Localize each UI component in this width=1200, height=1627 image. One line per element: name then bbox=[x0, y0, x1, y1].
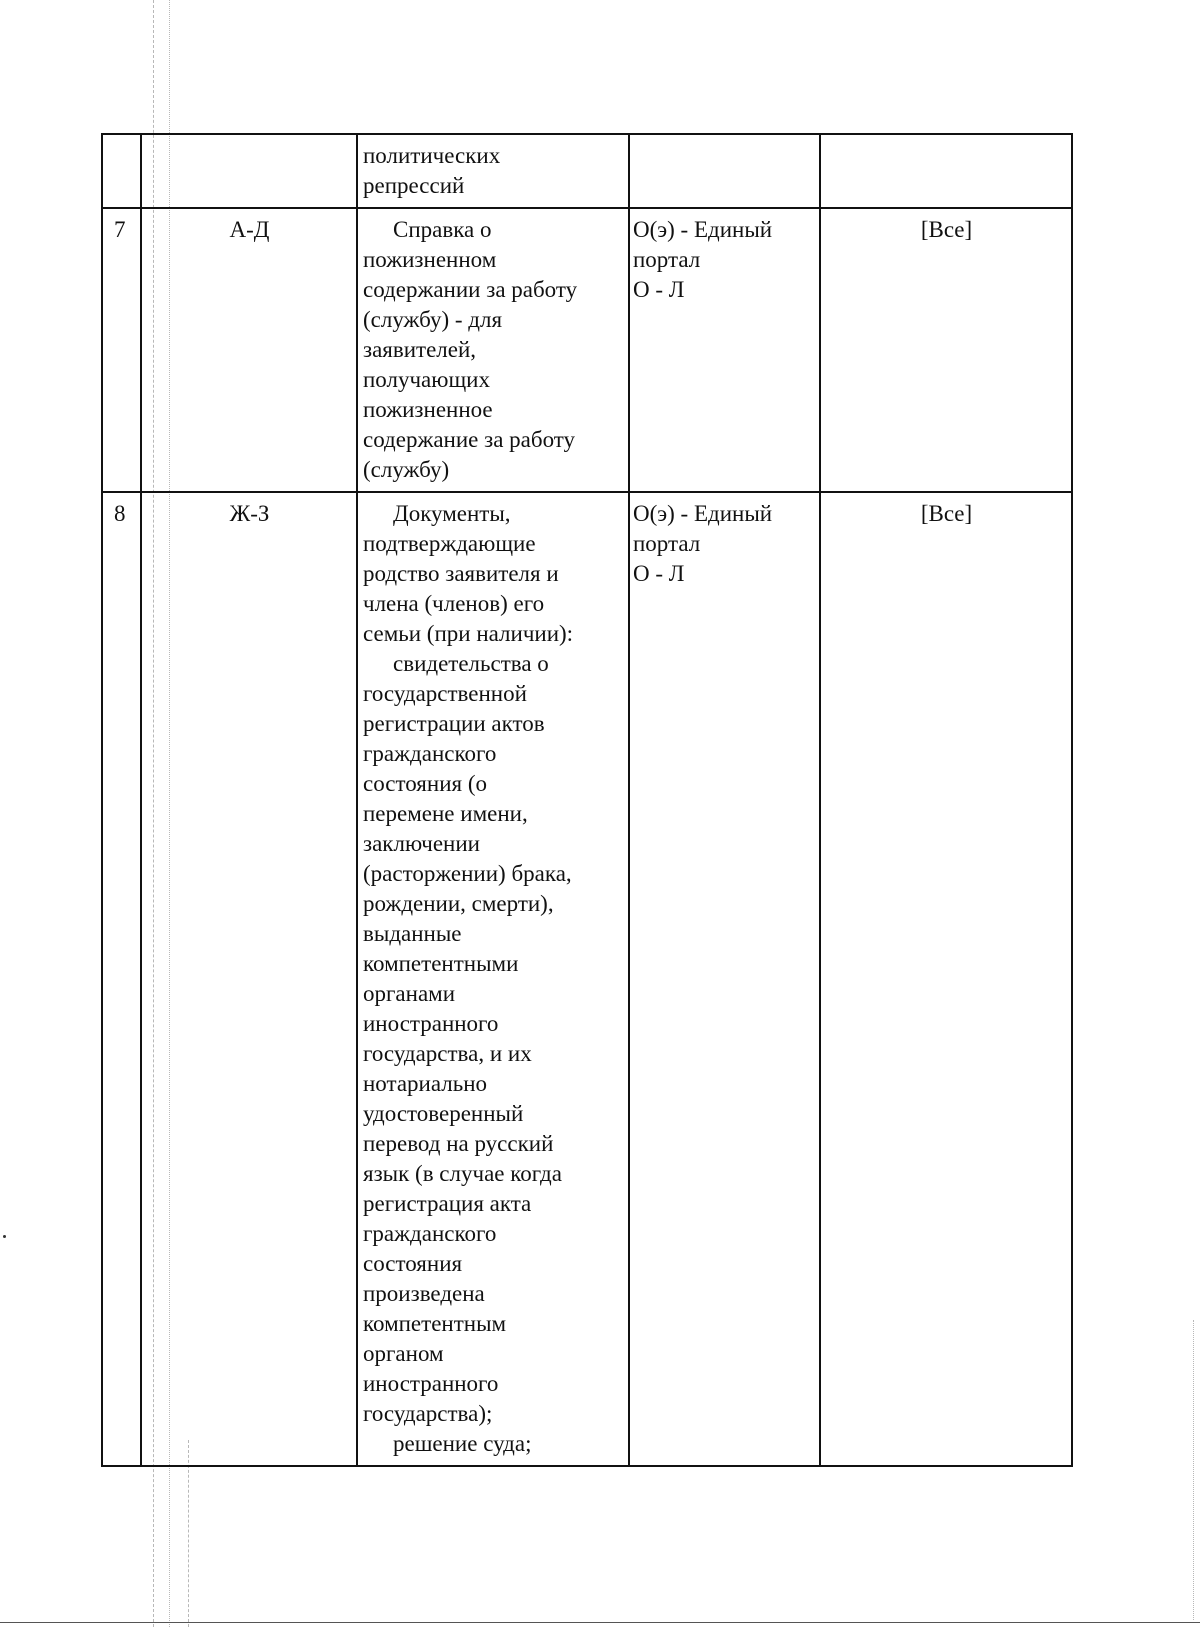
documents-table bbox=[101, 133, 1073, 1467]
document-text-line: органом bbox=[363, 1341, 444, 1366]
row-number-cell bbox=[102, 134, 141, 208]
document-text-line: выданные bbox=[363, 921, 462, 946]
document-description-cell bbox=[357, 492, 629, 1466]
document-text-line: гражданского bbox=[363, 741, 497, 766]
document-text-line: перевод на русский bbox=[363, 1131, 554, 1156]
document-text-line: содержание за работу bbox=[363, 427, 576, 452]
source-text-line: портал bbox=[633, 531, 701, 556]
document-text-line: (службу) bbox=[363, 457, 450, 482]
document-text-line: государственной bbox=[363, 681, 527, 706]
table-row bbox=[102, 134, 1072, 208]
document-text-line: (службу) - для bbox=[363, 307, 503, 332]
source-text-line: портал bbox=[633, 247, 701, 272]
document-text-line: семьи (при наличии): bbox=[363, 621, 574, 646]
source-cell bbox=[629, 134, 820, 208]
document-text-line: иностранного bbox=[363, 1011, 499, 1036]
scan-artifact-line bbox=[188, 1440, 189, 1627]
applicants-cell: [Все] bbox=[820, 492, 1072, 1466]
scan-artifact-bottom-edge bbox=[0, 1622, 1200, 1623]
applicants-cell bbox=[820, 134, 1072, 208]
row-number-cell: 7 bbox=[102, 208, 141, 492]
source-cell bbox=[629, 208, 820, 492]
source-text-line: О(э) - Единый bbox=[633, 501, 773, 526]
table-row bbox=[102, 492, 1072, 1466]
row-code-cell bbox=[141, 134, 357, 208]
document-description-cell bbox=[357, 134, 629, 208]
table-row bbox=[102, 208, 1072, 492]
document-text-line: состояния bbox=[363, 1251, 463, 1276]
document-text-line: заключении bbox=[363, 831, 480, 856]
row-code-cell: А-Д bbox=[141, 208, 357, 492]
document-text-line: члена (членов) его bbox=[363, 591, 545, 616]
document-text-line: государства, и их bbox=[363, 1041, 532, 1066]
document-text-line: государства); bbox=[363, 1401, 493, 1426]
document-text-line: Документы, bbox=[393, 501, 511, 526]
row-code-cell: Ж-З bbox=[141, 492, 357, 1466]
document-text-line: заявителей, bbox=[363, 337, 477, 362]
document-text-line: Справка о bbox=[393, 217, 492, 242]
document-text-line: регистрация акта bbox=[363, 1191, 532, 1216]
document-text-line: произведена bbox=[363, 1281, 485, 1306]
document-text-line: компетентными bbox=[363, 951, 519, 976]
document-text-line: получающих bbox=[363, 367, 490, 392]
document-text-line: (расторжении) брака, bbox=[363, 861, 572, 886]
applicants-cell: [Все] bbox=[820, 208, 1072, 492]
document-text-line: состояния (о bbox=[363, 771, 487, 796]
document-text-line: гражданского bbox=[363, 1221, 497, 1246]
document-text-line: рождении, смерти), bbox=[363, 891, 554, 916]
document-text-line: язык (в случае когда bbox=[363, 1161, 562, 1186]
document-text-line: компетентным bbox=[363, 1311, 507, 1336]
document-text-line: регистрации актов bbox=[363, 711, 545, 736]
document-description-cell bbox=[357, 208, 629, 492]
document-text-line: родство заявителя и bbox=[363, 561, 559, 586]
scan-artifact-dot bbox=[3, 1235, 6, 1238]
document-text-line: репрессий bbox=[363, 173, 465, 198]
row-number-cell: 8 bbox=[102, 492, 141, 1466]
document-text-line: пожизненное bbox=[363, 397, 493, 422]
document-text-line: иностранного bbox=[363, 1371, 499, 1396]
document-text-line: свидетельства о bbox=[393, 651, 549, 676]
document-text-line: пожизненном bbox=[363, 247, 497, 272]
source-text-line: О - Л bbox=[633, 561, 685, 586]
document-text-line: подтверждающие bbox=[363, 531, 536, 556]
document-text-line: политических bbox=[363, 143, 501, 168]
document-text-line: перемене имени, bbox=[363, 801, 528, 826]
document-text-line: содержании за работу bbox=[363, 277, 578, 302]
document-text-line: решение суда; bbox=[393, 1431, 532, 1456]
document-text-line: нотариально bbox=[363, 1071, 488, 1096]
document-text-line: удостоверенный bbox=[363, 1101, 524, 1126]
scan-artifact-line bbox=[1193, 1320, 1194, 1620]
document-text-line: органами bbox=[363, 981, 456, 1006]
source-cell bbox=[629, 492, 820, 1466]
source-text-line: О(э) - Единый bbox=[633, 217, 773, 242]
source-text-line: О - Л bbox=[633, 277, 685, 302]
